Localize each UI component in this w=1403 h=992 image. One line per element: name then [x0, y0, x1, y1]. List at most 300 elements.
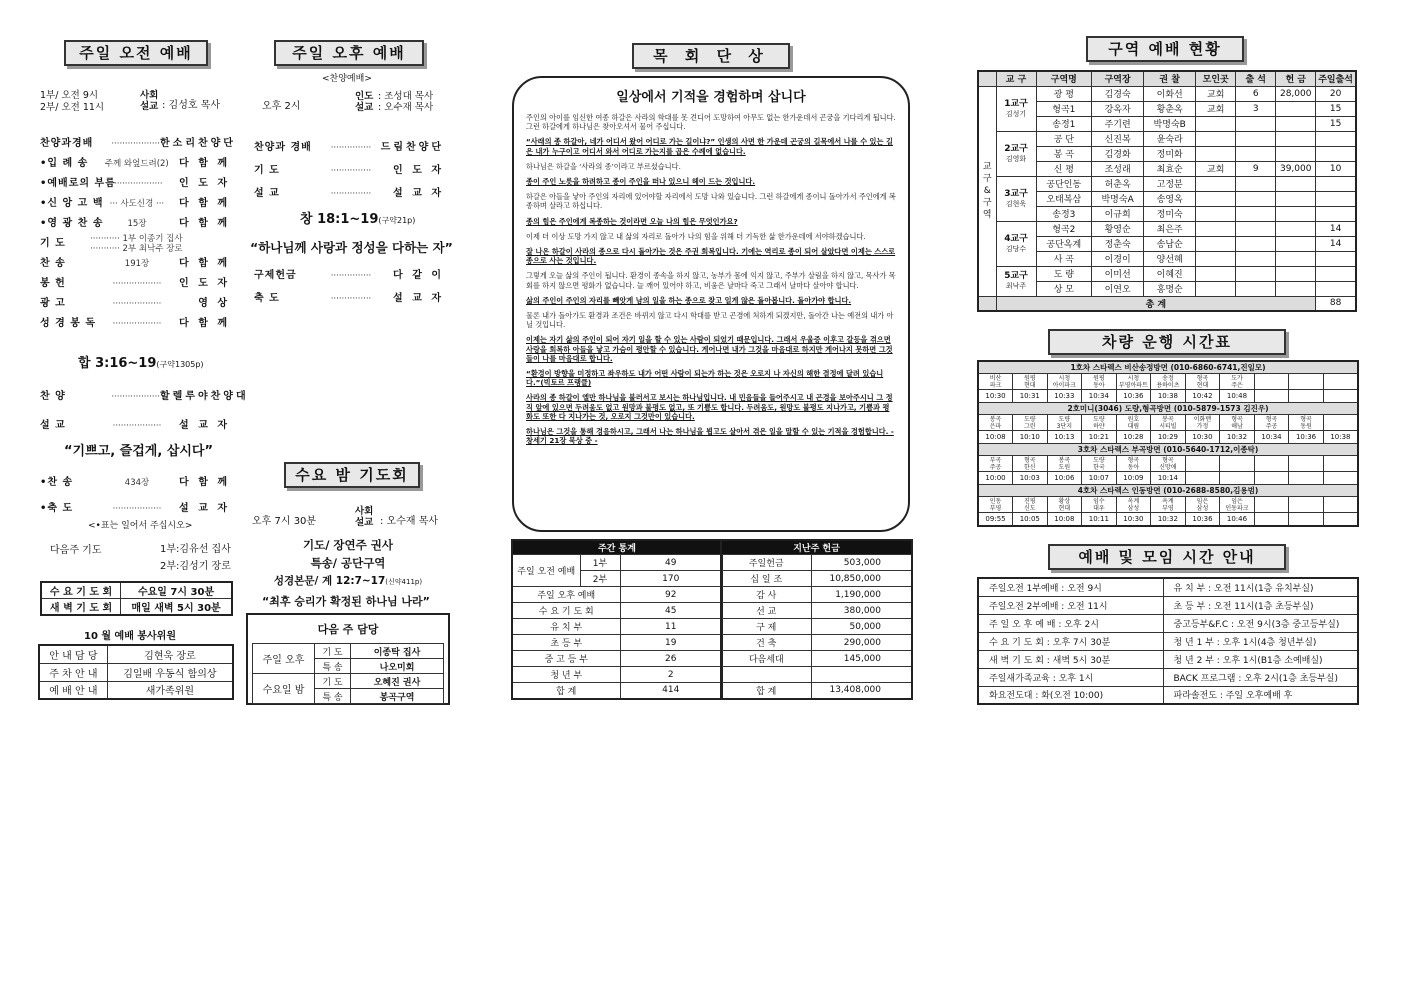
order-detail: ···············	[330, 142, 372, 153]
cell-value: 14	[1316, 221, 1356, 236]
order-row	[40, 382, 249, 411]
bus-stop: 도량 그린	[1013, 415, 1048, 431]
bus-time	[1323, 472, 1358, 485]
cell-value: 교회	[1196, 101, 1236, 116]
order-label: •찬 송	[40, 477, 74, 488]
order-row	[40, 470, 230, 496]
bus-time: 10:03	[1013, 472, 1048, 485]
stats-row	[512, 603, 722, 619]
bus-time: 10:08	[1047, 513, 1082, 526]
cell-value: 송정3	[1036, 206, 1092, 221]
bus-stop: 도가 주은	[1220, 374, 1255, 390]
bus-time: 10:48	[1220, 390, 1255, 403]
cell-value: 이규희	[1092, 206, 1144, 221]
next-week-group: 주일 오후	[253, 644, 315, 674]
order-label: •영 광 찬 송	[40, 218, 104, 229]
cell-value: 정미화	[1144, 146, 1196, 161]
cell-value: 윤숙라	[1144, 131, 1196, 146]
cell-value	[1276, 266, 1316, 281]
cell-value: 39,000	[1276, 161, 1316, 176]
bus-stop	[1289, 456, 1324, 472]
bus-stop	[1289, 374, 1324, 390]
order-detail: ··················	[111, 391, 160, 402]
order-person: 드림찬양단	[380, 141, 444, 153]
stats-value: 19	[620, 635, 722, 651]
stats-row	[512, 555, 722, 571]
order-person: 설 교 자	[179, 503, 230, 514]
bus-stop	[1323, 456, 1358, 472]
stats-name: 수 요 기 도 회	[512, 603, 620, 619]
meeting-time: 수요일 7시 30분	[121, 582, 232, 599]
wednesday-time: 오후 7시 30분	[252, 516, 317, 527]
order-row	[40, 411, 230, 440]
next-week-role: 특 송	[315, 689, 351, 704]
bus-time: 10:46	[1220, 513, 1255, 526]
stats-sub: 2부	[580, 571, 620, 587]
volunteers-table	[38, 644, 234, 700]
volunteer-role: 주 차 안 내	[39, 663, 107, 681]
order-detail: ··· 사도신경 ···	[109, 199, 165, 209]
order-of-worship-3	[40, 470, 230, 522]
cell-value	[1236, 281, 1276, 296]
bus-stop: 도량 한국	[1082, 456, 1117, 472]
cell-value	[1236, 236, 1276, 251]
bus-time: 10:30	[978, 390, 1013, 403]
cell-value: 10	[1316, 161, 1356, 176]
bus-stop: 송정 용하이츠	[1151, 374, 1186, 390]
schedule-right: 초 등 부 : 오전 11시(1층 초등부실)	[1163, 596, 1358, 614]
bus-time: 10:06	[1047, 472, 1082, 485]
cell-value: 신 평	[1036, 161, 1092, 176]
stats-value: 11	[620, 619, 722, 635]
order-row	[254, 264, 444, 287]
schedule-left: 수 요 기 도 회 : 오후 7시 30분	[978, 632, 1163, 650]
schedule-row	[978, 614, 1358, 632]
stats-name: 합 계	[512, 683, 620, 699]
cell-value	[1276, 101, 1316, 116]
leader-label: 사회 설교	[140, 90, 159, 112]
bus-table	[977, 360, 1359, 527]
order-detail: ···············	[330, 293, 372, 304]
order-label: 기 도	[40, 238, 66, 249]
column-header: 모인곳	[1196, 71, 1236, 86]
cell-value	[1196, 146, 1236, 161]
bus-time	[1289, 513, 1324, 526]
afternoon-leader: : 조성대 목사 : 오수재 목사	[378, 91, 434, 113]
cell-value	[1196, 236, 1236, 251]
offering-row	[721, 571, 912, 587]
cell-value	[1316, 281, 1356, 296]
wednesday-leader-label: 사회 설교	[355, 506, 374, 528]
schedule-right: 청 년 2 부 : 오후 1시(B1층 소예배실)	[1163, 650, 1358, 668]
essay-paragraph: 주인의 아이를 임신한 여종 하갈은 사라의 학대를 못 견디어 도망하여 아무도 없는 한가운데서 곤궁을 기다리게 됩니다. 그런 하갈에게 하나님은 찾아오셔서 물어 주십니다.	[526, 113, 896, 132]
schedule-row	[978, 650, 1358, 668]
bus-time: 10:34	[1254, 431, 1289, 444]
weekly-stats-table	[511, 539, 723, 700]
stats-name: 주일 오후 예배	[512, 587, 620, 603]
cell-value	[1196, 131, 1236, 146]
order-detail: ··················	[111, 139, 160, 149]
next-prayer-label: 다음주 기도	[50, 545, 102, 556]
bus-header-row	[978, 403, 1358, 415]
wednesday-leader: : 오수재 목사	[380, 516, 439, 527]
order-row	[40, 174, 230, 194]
bus-times-row	[978, 472, 1358, 485]
cell-value: 송남순	[1144, 236, 1196, 251]
order-row	[40, 314, 230, 334]
volunteer-name: 새가족위원	[107, 681, 233, 699]
schedule-right: 청 년 1 부 : 오후 1시(4층 청년부실)	[1163, 632, 1358, 650]
schedule-row	[978, 686, 1358, 704]
column-header: 구역명	[1036, 71, 1092, 86]
stats-name: 주일 오전 예배	[512, 555, 580, 587]
next-week-box	[246, 613, 450, 705]
cell-value	[1196, 206, 1236, 221]
bus-stop: 봉곡 도원	[1047, 456, 1082, 472]
next-week-table	[252, 643, 444, 704]
wednesday-sermon: “최후 승리가 확정된 하나님 나라”	[262, 595, 430, 608]
bus-time	[1185, 472, 1220, 485]
bus-time	[1254, 513, 1289, 526]
stats-row	[512, 667, 722, 683]
district-label: 1교구	[1004, 98, 1028, 109]
cell-value	[1316, 146, 1356, 161]
essay-paragraph: “환경이 방향을 미정하고 좌우하도 내가 어떤 사람이 되는가 하는 것은 오로지 나 자신의 해한 결정에 달려 있습니다.”(빅토르 프랭클)	[526, 369, 884, 388]
bus-times-row	[978, 390, 1358, 403]
offering-row	[721, 555, 912, 571]
cell-value: 6	[1236, 86, 1276, 101]
afternoon-service-title: 주일 오후 예배	[274, 40, 424, 66]
side-label: 교 구 & 구 역	[978, 86, 996, 296]
bus-stop	[1254, 456, 1289, 472]
afternoon-leader-label: 인도 설교	[355, 91, 374, 113]
cell-value: 15	[1316, 101, 1356, 116]
order-detail: ···············	[330, 188, 372, 199]
cell-value: 사 곡	[1036, 251, 1092, 266]
essay-paragraph: 종이 주인 노릇을 하려하고 종이 주인을 떠나 있으니 헤이 드는 것입니다.	[526, 177, 756, 187]
schedule-left: 새 벽 기 도 회 : 새벽 5시 30분	[978, 650, 1163, 668]
offering-name: 건 축	[721, 635, 811, 651]
offering-amount: 503,000	[811, 555, 912, 571]
essay-paragraph: 하나님은 그것을 통해 경음하시고, 그래서 나는 하나님을 뵙고도 살아서 겪은 일을 말할 수 있는 기적을 경험합니다. - 창세기 21장 묵상 중 -	[526, 427, 894, 446]
schedule-right: 중고등부&F.C : 오전 9시(3층 중고등부실)	[1163, 614, 1358, 632]
order-row	[40, 274, 230, 294]
cell-value	[1236, 221, 1276, 236]
cell-value: 조성래	[1092, 161, 1144, 176]
stats-value: 92	[620, 587, 722, 603]
order-detail: ··················	[112, 279, 162, 289]
cell-value: 이연오	[1092, 281, 1144, 296]
bus-header-row	[978, 361, 1358, 374]
stats-value: 170	[620, 571, 722, 587]
bus-stop: 진평 신도	[1013, 497, 1048, 513]
essay-paragraph: 이제는 자기 삶의 주인이 되어 자기 일을 할 수 있는 사람이 되었기 때문입니다. 그래서 우울증 이후고 갈등을 겪으면 사랑을 회복하 아들을 낳고 가슴이 평안할 수 있습니다. 게어나면 내가 그것을 마음대로 하지만 게어나지 못하면 그것들이 나를 마음대로 합니다.	[526, 335, 893, 363]
cell-value: 20	[1316, 86, 1356, 101]
bus-time: 10:33	[1047, 390, 1082, 403]
bus-stop: 도량 하얀	[1082, 415, 1117, 431]
cell-value	[1276, 191, 1316, 206]
cell-group-row	[978, 86, 1356, 101]
offering-name: 합 계	[721, 683, 811, 699]
column-header: 권 찰	[1144, 71, 1196, 86]
cell-value	[1236, 206, 1276, 221]
scripture-page: (구약1305p)	[156, 360, 204, 369]
bus-time: 10:29	[1151, 431, 1186, 444]
offering-name: 구 제	[721, 619, 811, 635]
bus-stop	[1323, 497, 1358, 513]
offering-name: 감 사	[721, 587, 811, 603]
order-person: 인 도 자	[179, 178, 230, 189]
cell-value	[1196, 281, 1236, 296]
bus-time: 10:08	[978, 431, 1013, 444]
cell-value: 홍명순	[1144, 281, 1196, 296]
bus-stops-row	[978, 497, 1358, 513]
offering-amount: 290,000	[811, 635, 912, 651]
cell-value: 형곡1	[1036, 101, 1092, 116]
essay-paragraph: 삶의 주인이 주인의 자리를 빼앗게 남의 일을 하는 종으로 찾고 일게 않은 돌아봅니다. 돌아가야 합니다.	[526, 295, 852, 305]
offering-amount: 380,000	[811, 603, 912, 619]
next-week-role: 특 송	[315, 659, 351, 674]
bus-time	[1254, 472, 1289, 485]
essay-paragraph: “사래의 종 하갈아, 네가 어디서 왔어 어디로 가는 길이냐?” 인생의 사면 한 가운데 곤궁의 길목에서 나를 수 있는 길은 내가 누구이고 어디서 와서 어디로 가는지를 곱은 수례에 없습니다.	[526, 137, 893, 156]
cell-value	[1276, 131, 1316, 146]
column-header: 교 구	[996, 71, 1036, 86]
volunteer-name: 김일배 우동식 함의상	[107, 663, 233, 681]
cell-group-table	[977, 70, 1357, 312]
cell-value: 최효순	[1144, 161, 1196, 176]
schedule-row	[978, 668, 1358, 686]
column-header: 헌 금	[1276, 71, 1316, 86]
order-person: 다 함 께	[179, 198, 230, 209]
order-person: 인 도 자	[393, 164, 444, 176]
bus-stop	[1254, 497, 1289, 513]
cell-value: 이미선	[1092, 266, 1144, 281]
bus-time: 10:14	[1151, 472, 1186, 485]
bus-time: 10:00	[978, 472, 1013, 485]
stats-row	[512, 635, 722, 651]
schedule-left: 주일오전 2부예배 : 오전 11시	[978, 596, 1163, 614]
order-detail: 191장	[124, 259, 150, 269]
cell-value: 교회	[1196, 161, 1236, 176]
order-person: 설 교 자	[393, 292, 444, 304]
order-detail: ··················	[112, 504, 162, 514]
bus-time	[1254, 390, 1289, 403]
order-person: 인 도 자	[179, 278, 230, 289]
cell-value: 황춘옥	[1144, 101, 1196, 116]
bus-stops-row	[978, 374, 1358, 390]
cell-value	[1276, 236, 1316, 251]
bus-time: 10:30	[1116, 513, 1151, 526]
cell-value	[1236, 131, 1276, 146]
sermon-title: “기쁘고, 즐겁게, 삽시다”	[64, 444, 214, 459]
schedule-left: 주일새가족교육 : 오후 1시	[978, 668, 1163, 686]
cell-value: 이화선	[1144, 86, 1196, 101]
volunteer-role: 예 배 안 내	[39, 681, 107, 699]
bus-time: 10:09	[1116, 472, 1151, 485]
next-week-title: 다음 주 담당	[317, 623, 379, 636]
bus-time: 10:21	[1082, 431, 1117, 444]
bus-time: 10:38	[1323, 431, 1358, 444]
bus-stop: 원평 현대	[1013, 374, 1048, 390]
order-row	[40, 194, 230, 214]
order-row	[254, 136, 444, 159]
order-row	[254, 182, 444, 205]
bus-time	[1323, 390, 1358, 403]
bus-time: 10:11	[1082, 513, 1117, 526]
order-label: 설 교	[40, 419, 66, 431]
order-row	[40, 154, 230, 174]
schedule-row	[978, 596, 1358, 614]
cell-value: 강옥자	[1092, 101, 1144, 116]
cell-value: 최은주	[1144, 221, 1196, 236]
offering-amount: 13,408,000	[811, 683, 912, 699]
bus-time	[1220, 472, 1255, 485]
bus-stop: 형곡 현대	[1185, 374, 1220, 390]
stats-name: 중 고 등 부	[512, 651, 620, 667]
order-detail: ··················	[114, 179, 163, 189]
next-week-group: 수요일 밤	[253, 674, 315, 704]
next-week-role: 기 도	[315, 644, 351, 659]
morning-service-title: 주일 오전 예배	[64, 40, 208, 66]
cell-value	[1276, 281, 1316, 296]
scripture	[78, 352, 204, 371]
service-times	[40, 90, 104, 114]
stats-title: 주간 통계	[512, 540, 722, 555]
total-value: 88	[1316, 296, 1356, 311]
district-label: 2교구	[1004, 143, 1028, 154]
cell-value: 15	[1316, 116, 1356, 131]
cell-value	[1316, 206, 1356, 221]
next-week-person: 오혜진 권사	[351, 674, 444, 689]
cell-value: 정미숙	[1144, 206, 1196, 221]
order-detail: 15장	[127, 219, 147, 229]
afternoon-order	[254, 136, 444, 205]
schedule-left: 주일오전 1부예배 : 오전 9시	[978, 578, 1163, 596]
cell-value	[1236, 191, 1276, 206]
offering-amount: 10,850,000	[811, 571, 912, 587]
bus-stop: 시청 아이파크	[1047, 374, 1082, 390]
cell-value: 이경이	[1092, 251, 1144, 266]
afternoon-subtitle: <찬양예배>	[322, 74, 372, 84]
order-label: 축 도	[254, 292, 280, 304]
cell-value	[1236, 251, 1276, 266]
order-label: 성 경 봉 독	[40, 318, 97, 329]
offering-row	[721, 651, 912, 667]
cell-group-row	[978, 176, 1356, 191]
service-time: 1부/ 오전 9시	[40, 90, 99, 101]
bus-schedule-title: 차량 운행 시간표	[1048, 329, 1286, 355]
order-label: •축 도	[40, 503, 74, 514]
order-person: 설 교 자	[393, 187, 444, 199]
cell-value	[1236, 176, 1276, 191]
cell-value: 봉 곡	[1036, 146, 1092, 161]
wednesday-prayer: 기도/ 장연주 권사	[303, 538, 393, 552]
scripture-page: (구약21p)	[378, 216, 416, 225]
bus-time: 10:30	[1185, 431, 1220, 444]
cell-value: 정춘숙	[1092, 236, 1144, 251]
bus-time: 10:10	[1013, 431, 1048, 444]
cell-value: 광 평	[1036, 86, 1092, 101]
offering-row	[721, 619, 912, 635]
total-label: 총 계	[996, 296, 1316, 311]
bus-stop: 형곡 동아	[1116, 456, 1151, 472]
bus-time	[1323, 513, 1358, 526]
cell-value: 박명숙A	[1092, 191, 1144, 206]
bus-stop: 형곡 주공	[1254, 415, 1289, 431]
district-name	[996, 131, 1036, 176]
column-header: 출 석	[1236, 71, 1276, 86]
stats-value: 49	[620, 555, 722, 571]
district-pastor: 김당수	[1005, 244, 1027, 253]
district-name	[996, 266, 1036, 296]
stats-value: 414	[620, 683, 722, 699]
offering-name: 십 일 조	[721, 571, 811, 587]
cell-value: 송정1	[1036, 116, 1092, 131]
cell-value	[1276, 116, 1316, 131]
order-of-worship-2	[40, 382, 249, 440]
stats-row	[512, 683, 722, 699]
order-row	[40, 294, 230, 314]
bus-stop: 옥계 삼성	[1116, 497, 1151, 513]
schedule-left: 주 일 오 후 예 배 : 오후 2시	[978, 614, 1163, 632]
cell-group-row	[978, 221, 1356, 236]
bus-time: 10:36	[1289, 431, 1324, 444]
order-detail: ··················	[112, 319, 162, 329]
order-detail: ··················	[112, 299, 162, 309]
order-label: 기 도	[254, 164, 280, 176]
column-header: 구역장	[1092, 71, 1144, 86]
district-name	[996, 86, 1036, 131]
order-label: 찬 송	[40, 258, 66, 269]
essay-paragraph: 종의 힘은 주인에게 복종하는 것이라면 오늘 나의 힘은 무엇인가요?	[526, 216, 738, 226]
meeting-name: 새 벽 기 도 회	[41, 599, 121, 616]
order-row	[254, 287, 444, 310]
cell-value: 공단인동	[1036, 176, 1092, 191]
offering-name: 다음세대	[721, 651, 811, 667]
cell-value	[1276, 251, 1316, 266]
schedule-right: 유 치 부 : 오전 11시(1층 유치부실)	[1163, 578, 1358, 596]
total-spacer	[978, 296, 996, 311]
offering-name	[721, 667, 811, 683]
bus-stop: 비산 파크	[978, 374, 1013, 390]
bus-stop: 형곡 해남	[1220, 415, 1255, 431]
order-person: 설 교 자	[179, 419, 230, 431]
district-pastor: 김영화	[1005, 154, 1027, 163]
offering-amount: 145,000	[811, 651, 912, 667]
bus-stop: 봉곡 시티빌	[1151, 415, 1186, 431]
service-time: 2부/ 오전 11시	[40, 102, 105, 113]
order-label: 찬양과 경배	[254, 141, 312, 153]
order-label: 광 고	[40, 298, 66, 309]
order-person: 한소리찬양단	[160, 138, 236, 149]
cell-value: 김경화	[1092, 146, 1144, 161]
bus-stop: 인동 부영	[978, 497, 1013, 513]
bus-header: 3호차 스타렉스 부곡방면 (010-5640-1712,이종탁)	[978, 444, 1358, 456]
bus-time: 10:31	[1013, 390, 1048, 403]
stats-name: 유 치 부	[512, 619, 620, 635]
district-label: 3교구	[1004, 188, 1028, 199]
cell-value	[1276, 146, 1316, 161]
bus-header: 4호차 스타렉스 인동방면 (010-2688-8580,김용범)	[978, 485, 1358, 497]
bus-time: 09:55	[978, 513, 1013, 526]
stats-sub: 1부	[580, 555, 620, 571]
order-label: 찬 양	[40, 390, 66, 402]
cell-value	[1196, 266, 1236, 281]
cell-value	[1236, 116, 1276, 131]
cell-group-row	[978, 266, 1356, 281]
next-week-person: 나오미회	[351, 659, 444, 674]
wednesday-special: 특송/ 공단구역	[310, 556, 386, 570]
